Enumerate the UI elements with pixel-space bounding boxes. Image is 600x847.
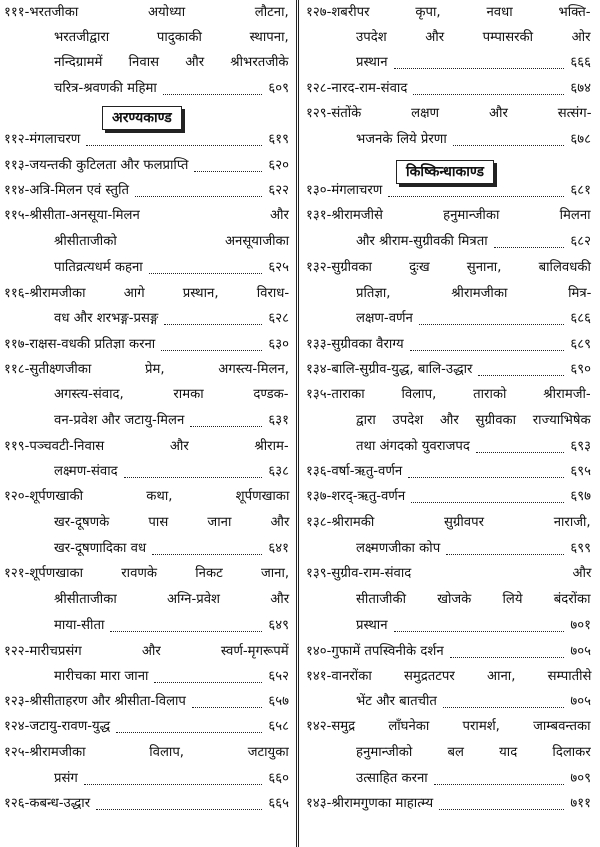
page-number: ६९७ <box>570 489 591 504</box>
dot-leader <box>443 707 564 708</box>
toc-line <box>306 76 591 101</box>
page-number: ६८१ <box>570 183 591 198</box>
toc-line <box>306 484 591 509</box>
toc-entry-text: १३४-बालि-सुग्रीव-युद्ध, बालि-उद्धार <box>306 362 473 377</box>
dot-leader <box>419 324 564 325</box>
toc-line <box>4 714 289 739</box>
toc-line <box>306 791 591 816</box>
dot-leader <box>408 477 564 478</box>
toc-entry-text: ११८-सुतीक्ष्णजीका प्रेम, अगस्त्य-मिलन, <box>4 362 289 377</box>
toc-line <box>306 255 591 280</box>
toc-entry-text: और श्रीराम-सुग्रीवकी मित्रता <box>356 234 488 249</box>
dot-leader <box>494 247 564 248</box>
toc-entry-text: ११७-राक्षस-वधकी प्रतिज्ञा करना <box>4 337 156 352</box>
toc-line <box>4 178 289 203</box>
dot-leader <box>149 273 262 274</box>
dot-leader <box>86 145 262 146</box>
page-number: ६६६ <box>570 55 591 70</box>
toc-line <box>306 561 591 586</box>
toc-entry-text: १३२-सुग्रीवका दुःख सुनाना, बालिवधकी <box>306 260 591 275</box>
toc-entry-text: प्रस्थान <box>356 618 388 633</box>
section-title: किष्किन्धाकाण्ड <box>396 160 494 184</box>
page-number: ६२२ <box>268 183 289 198</box>
toc-entry-text: भजनके लिये प्रेरणा <box>356 132 447 147</box>
dot-leader <box>446 554 564 555</box>
dot-leader <box>192 707 262 708</box>
toc-line <box>306 408 591 433</box>
toc-line <box>4 561 289 586</box>
toc-entry-text: १२६-कबन्ध-उद्धार <box>4 796 91 811</box>
toc-line <box>306 434 591 459</box>
dot-leader <box>450 657 564 658</box>
toc-line <box>4 332 289 357</box>
toc-entry-text: १११-भरतजीका अयोध्या लौटना, <box>4 5 289 20</box>
toc-entry-text: १४३-श्रीरामगुणका माहात्म्य <box>306 796 434 811</box>
toc-entry-text: मारीचका मारा जाना <box>54 669 149 684</box>
toc-entry-text: द्वारा उपदेश और सुग्रीवका राज्याभिषेक <box>356 413 591 428</box>
toc-line <box>306 740 591 765</box>
toc-entry-text: श्रीसीताजीका अग्नि-प्रवेश और <box>54 592 290 607</box>
toc-line <box>306 714 591 739</box>
toc-entry-text: ११९-पञ्चवटी-निवास और श्रीराम- <box>4 439 289 454</box>
toc-line <box>4 484 289 509</box>
toc-line <box>306 25 591 50</box>
toc-line <box>306 639 591 664</box>
toc-line <box>4 740 289 765</box>
toc-entry-text: १३७-शरद्-ऋतु-वर्णन <box>306 489 406 504</box>
toc-line <box>4 510 289 535</box>
dot-leader <box>135 196 262 197</box>
toc-line <box>306 281 591 306</box>
toc-line <box>4 587 289 612</box>
toc-entry-text: उत्साहित करना <box>356 771 428 786</box>
toc-entry-text: वध और शरभङ्ग-प्रसङ्ग <box>54 311 159 326</box>
toc-entry-text: १२७-शबरीपर कृपा, नवधा भक्ति- <box>306 5 591 20</box>
toc-entry-text: वन-प्रवेश और जटायु-मिलन <box>54 413 185 428</box>
toc-line <box>306 306 591 331</box>
toc-line <box>306 510 591 535</box>
toc-line <box>306 0 591 25</box>
page-number: ६९० <box>570 362 591 377</box>
page-number: ६३० <box>268 337 289 352</box>
toc-line <box>4 76 289 101</box>
page-number: ६७४ <box>570 81 591 96</box>
page-number: ६५२ <box>268 669 289 684</box>
page-number: ६५७ <box>268 694 289 709</box>
page-number: ७०५ <box>570 644 591 659</box>
dot-leader <box>411 502 564 503</box>
toc-entry-text: हनुमान्जीको बल याद दिलाकर <box>356 745 591 760</box>
page-number: ६०९ <box>268 81 289 96</box>
dot-leader <box>84 784 262 785</box>
toc-entry-text: सीताजीकी खोजके लिये बंदरोंका <box>356 592 591 607</box>
dot-leader <box>154 682 262 683</box>
toc-entry-text: लक्षण-वर्णन <box>356 311 413 326</box>
toc-line <box>4 306 289 331</box>
toc-entry-text: माया-सीता <box>54 618 105 633</box>
toc-entry-text: ११६-श्रीरामजीका आगे प्रस्थान, विराध- <box>4 286 290 301</box>
page-number: ६९५ <box>570 464 591 479</box>
toc-entry-text: ११२-मंगलाचरण <box>4 132 81 147</box>
dot-leader <box>394 631 564 632</box>
toc-line <box>4 229 289 254</box>
toc-line <box>4 255 289 280</box>
toc-entry-text: चरित्र-श्रवणकी महिमा <box>54 81 157 96</box>
page-number: ७०५ <box>570 694 591 709</box>
toc-entry-text: ११४-अत्रि-मिलन एवं स्तुति <box>4 183 130 198</box>
page-number: ६२० <box>268 158 289 173</box>
dot-leader <box>453 145 564 146</box>
page-number: ६५८ <box>268 719 289 734</box>
dot-leader <box>476 452 564 453</box>
page-number: ६१९ <box>268 132 289 147</box>
toc-line <box>306 766 591 791</box>
toc-line <box>4 766 289 791</box>
page-number: ६२८ <box>268 311 289 326</box>
toc-line <box>4 536 289 561</box>
toc-line <box>306 382 591 407</box>
toc-entry-text: लक्ष्मण-संवाद <box>54 464 118 479</box>
page-number: ६३१ <box>268 413 289 428</box>
toc-line <box>306 178 591 203</box>
toc-entry-text: खर-दूषणादिका वध <box>54 541 147 556</box>
page-number: ७११ <box>570 796 591 811</box>
toc-entry-text: १२८-नारद-राम-संवाद <box>306 81 408 96</box>
toc-entry-text: १३३-सुग्रीवका वैराग्य <box>306 337 404 352</box>
page-number: ६९३ <box>570 439 591 454</box>
toc-entry-text: ११३-जयन्तकी कुटिलता और फलप्राप्ति <box>4 158 189 173</box>
dot-leader <box>410 350 564 351</box>
toc-line <box>306 536 591 561</box>
toc-entry-text: श्रीसीताजीको अनसूयाजीका <box>54 234 290 249</box>
dot-leader <box>152 554 262 555</box>
toc-entry-text: १२९-संतोंके लक्षण और सत्संग- <box>306 106 592 121</box>
toc-line <box>4 459 289 484</box>
dot-leader <box>116 732 262 733</box>
page-number: ६४१ <box>268 541 289 556</box>
toc-entry-text: १३६-वर्षा-ऋतु-वर्णन <box>306 464 403 479</box>
dot-leader <box>413 94 564 95</box>
dot-leader <box>164 324 262 325</box>
toc-entry-text: भरतजीद्वारा पादुकाकी स्थापना, <box>54 30 289 45</box>
page-number: ६४९ <box>268 618 289 633</box>
toc-entry-text: १२०-शूर्पणखाकी कथा, शूर्पणखाका <box>4 489 290 504</box>
dot-leader <box>439 809 564 810</box>
dot-leader <box>434 784 564 785</box>
toc-line <box>306 229 591 254</box>
toc-entry-text: १२२-मारीचप्रसंग और स्वर्ण-मृगरूपमें <box>4 644 289 659</box>
dot-leader <box>478 375 564 376</box>
toc-entry-text: १३१-श्रीरामजीसे हनुमान्जीका मिलना <box>306 208 591 223</box>
toc-entry-text: प्रसंग <box>54 771 78 786</box>
toc-entry-text: नन्दिग्राममें निवास और श्रीभरतजीके <box>54 55 289 70</box>
toc-entry-text: खर-दूषणके पास जाना और <box>54 515 290 530</box>
toc-line <box>306 459 591 484</box>
dot-leader <box>394 68 564 69</box>
toc-entry-text: १४०-गुफामें तपस्विनीके दर्शन <box>306 644 444 659</box>
toc-line <box>306 127 591 152</box>
toc-line <box>4 791 289 816</box>
page-number: ६३८ <box>268 464 289 479</box>
toc-entry-text: पातिव्रत्यधर्म कहना <box>54 260 143 275</box>
dot-leader <box>96 809 262 810</box>
toc-line <box>306 101 591 126</box>
toc-line <box>306 357 591 382</box>
toc-line <box>306 332 591 357</box>
toc-entry-text: लक्ष्मणजीका कोप <box>356 541 441 556</box>
page-number: ६६५ <box>268 796 289 811</box>
dot-leader <box>161 350 262 351</box>
page-number: ६६० <box>268 771 289 786</box>
toc-line <box>4 25 289 50</box>
toc-entry-text: १४१-वानरोंका समुद्रतटपर आना, सम्पातीसे <box>306 669 592 684</box>
toc-entry-text: तथा अंगदको युवराजपद <box>356 439 470 454</box>
toc-line <box>4 127 289 152</box>
toc-entry-text: भेंट और बातचीत <box>356 694 437 709</box>
toc-entry-text: १३५-ताराका विलाप, ताराको श्रीरामजी- <box>306 387 591 402</box>
toc-line <box>306 587 591 612</box>
toc-line <box>4 50 289 75</box>
page-number: ६९९ <box>570 541 591 556</box>
page-number: ७०९ <box>570 771 591 786</box>
toc-line <box>4 153 289 178</box>
page-number: ६८९ <box>570 337 591 352</box>
toc-entry-text: १३८-श्रीरामकी सुग्रीवपर नाराजी, <box>306 515 591 530</box>
dot-leader <box>194 171 262 172</box>
toc-entry-text: १४२-समुद्र लाँघनेका परामर्श, जाम्बवन्तका <box>306 719 591 734</box>
toc-line <box>4 357 289 382</box>
toc-line <box>306 50 591 75</box>
toc-line <box>4 689 289 714</box>
toc-line <box>4 664 289 689</box>
toc-line <box>4 203 289 228</box>
toc-entry-text: ११५-श्रीसीता-अनसूया-मिलन और <box>4 208 289 223</box>
toc-line <box>306 664 591 689</box>
toc-line <box>4 281 289 306</box>
toc-entry-text: १३०-मंगलाचरण <box>306 183 383 198</box>
section-title: अरण्यकाण्ड <box>102 106 182 130</box>
toc-line <box>4 408 289 433</box>
toc-line <box>4 613 289 638</box>
dot-leader <box>110 631 262 632</box>
page-number: ६७८ <box>570 132 591 147</box>
toc-entry-text: १२३-श्रीसीताहरण और श्रीसीता-विलाप <box>4 694 186 709</box>
page-number: ७०१ <box>570 618 591 633</box>
toc-line <box>4 382 289 407</box>
toc-line <box>306 689 591 714</box>
column-divider <box>296 0 299 847</box>
page-number: ६८२ <box>570 234 591 249</box>
toc-entry-text: १२५-श्रीरामजीका विलाप, जटायुका <box>4 745 289 760</box>
toc-entry-text: उपदेश और पम्पासरकी ओर <box>356 30 591 45</box>
toc-entry-text: १२४-जटायु-रावण-युद्ध <box>4 719 111 734</box>
toc-line <box>306 203 591 228</box>
toc-entry-text: १३९-सुग्रीव-राम-संवाद और <box>306 566 592 581</box>
page-number: ६२५ <box>268 260 289 275</box>
dot-leader <box>388 196 564 197</box>
dot-leader <box>124 477 262 478</box>
page-number: ६८६ <box>570 311 591 326</box>
toc-entry-text: प्रस्थान <box>356 55 388 70</box>
toc-line <box>306 613 591 638</box>
toc-entry-text: अगस्त्य-संवाद, रामका दण्डक- <box>54 387 289 402</box>
dot-leader <box>163 94 262 95</box>
dot-leader <box>190 426 262 427</box>
toc-entry-text: प्रतिज्ञा, श्रीरामजीका मित्र- <box>356 286 592 301</box>
toc-line <box>4 639 289 664</box>
toc-line <box>4 0 289 25</box>
toc-line <box>4 434 289 459</box>
toc-entry-text: १२१-शूर्पणखाका रावणके निकट जाना, <box>4 566 290 581</box>
